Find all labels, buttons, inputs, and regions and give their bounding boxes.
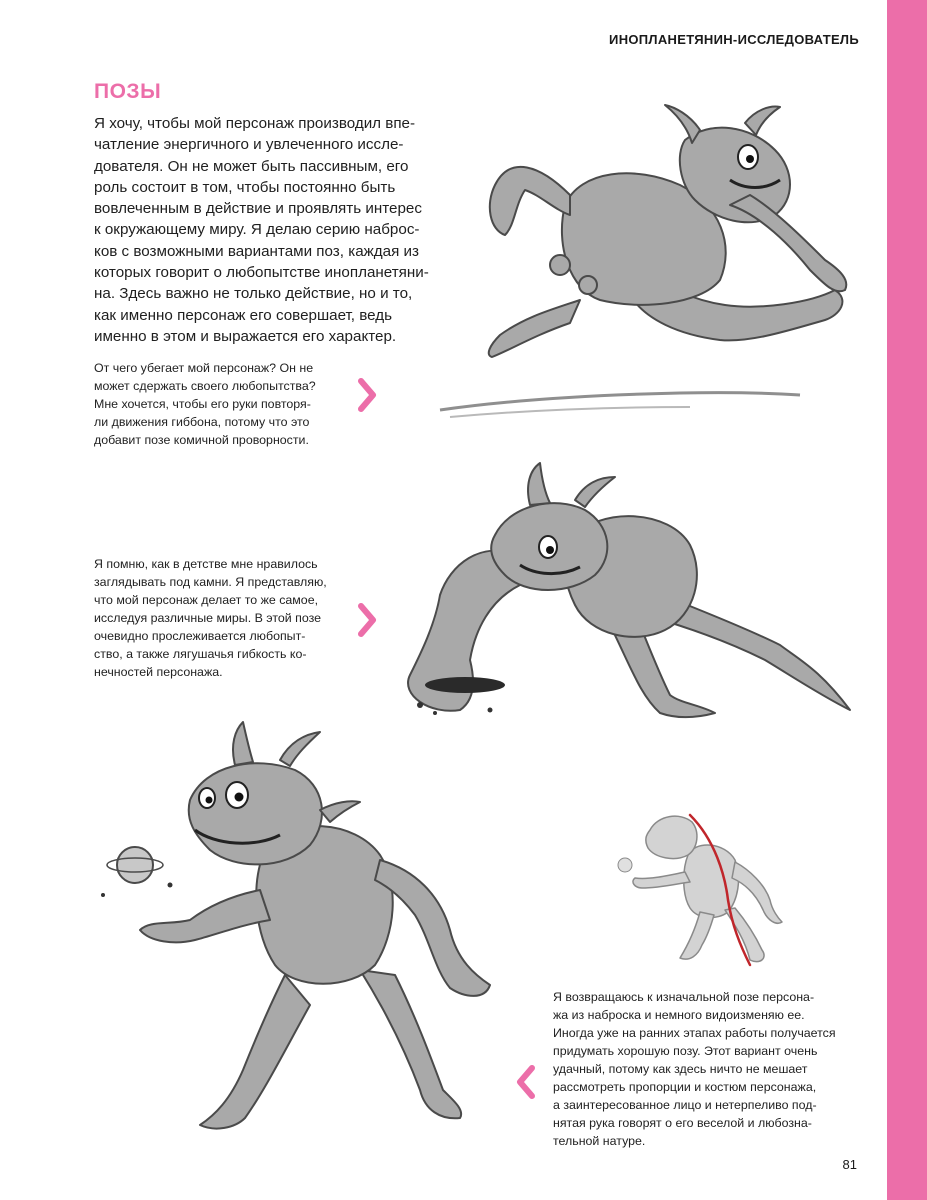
final-pose-alien-sketch [95, 720, 535, 1160]
caption-final-pose: Я возвращаюсь к изначальной позе персона- жа из наброска и немного видоизменяю ее. Иногда уже на ранних этапах работы получается придумать хорошую позу. Этот вариант очень удачный, потому как здесь ничто не мешает рассмотреть пропорции и костюм персонажа, а заинтересованное лицо и нетерпеливо под- нятая рука говорят о его веселой и любозна- тельной натуре. [553, 990, 836, 1148]
pink-side-bar [887, 0, 927, 1200]
thumbnail-sketch-with-line-of-action [600, 800, 785, 975]
chevron-right-icon [356, 375, 378, 415]
chevron-right-icon [356, 600, 378, 640]
crouching-alien-sketch [380, 455, 870, 745]
caption-crouching-pose: Я помню, как в детстве мне нравилось заглядывать под камни. Я представляю, что мой персонаж делает то же самое, исследуя различные миры. В этой позе очевидно прослеживается любопыт- ство, а также лягушачья гибкость ко- нечностей персонажа. [94, 557, 327, 679]
running-head: ИНОПЛАНЕТЯНИН-ИССЛЕДОВАТЕЛЬ [609, 32, 859, 47]
caption-running-pose: От чего убегает мой персонаж? Он не может сдержать своего любопытства? Мне хочется, чтобы его руки повторя- ли движения гиббона, потому что это добавит позе комичной проворности. [94, 361, 316, 447]
page-number: 81 [842, 1157, 857, 1172]
section-title: ПОЗЫ [94, 80, 162, 103]
intro-paragraph: Я хочу, чтобы мой персонаж производил впе- чатление энергичного и увлеченного иссле- дователя. Он не может быть пассивным, его роль состоит в том, чтобы постоянно быть вовлеченным в действие и проявлять интерес к окружающему миру. Я делаю серию наброс- ков с возможными вариантами поз, каждая из которых говорит о любопытстве инопланетяни- на. Здесь важно не только действие, но и то, как именно персонаж его совершает, ведь именно в этом и выражается его характер. [94, 115, 429, 345]
running-alien-sketch [430, 95, 870, 430]
